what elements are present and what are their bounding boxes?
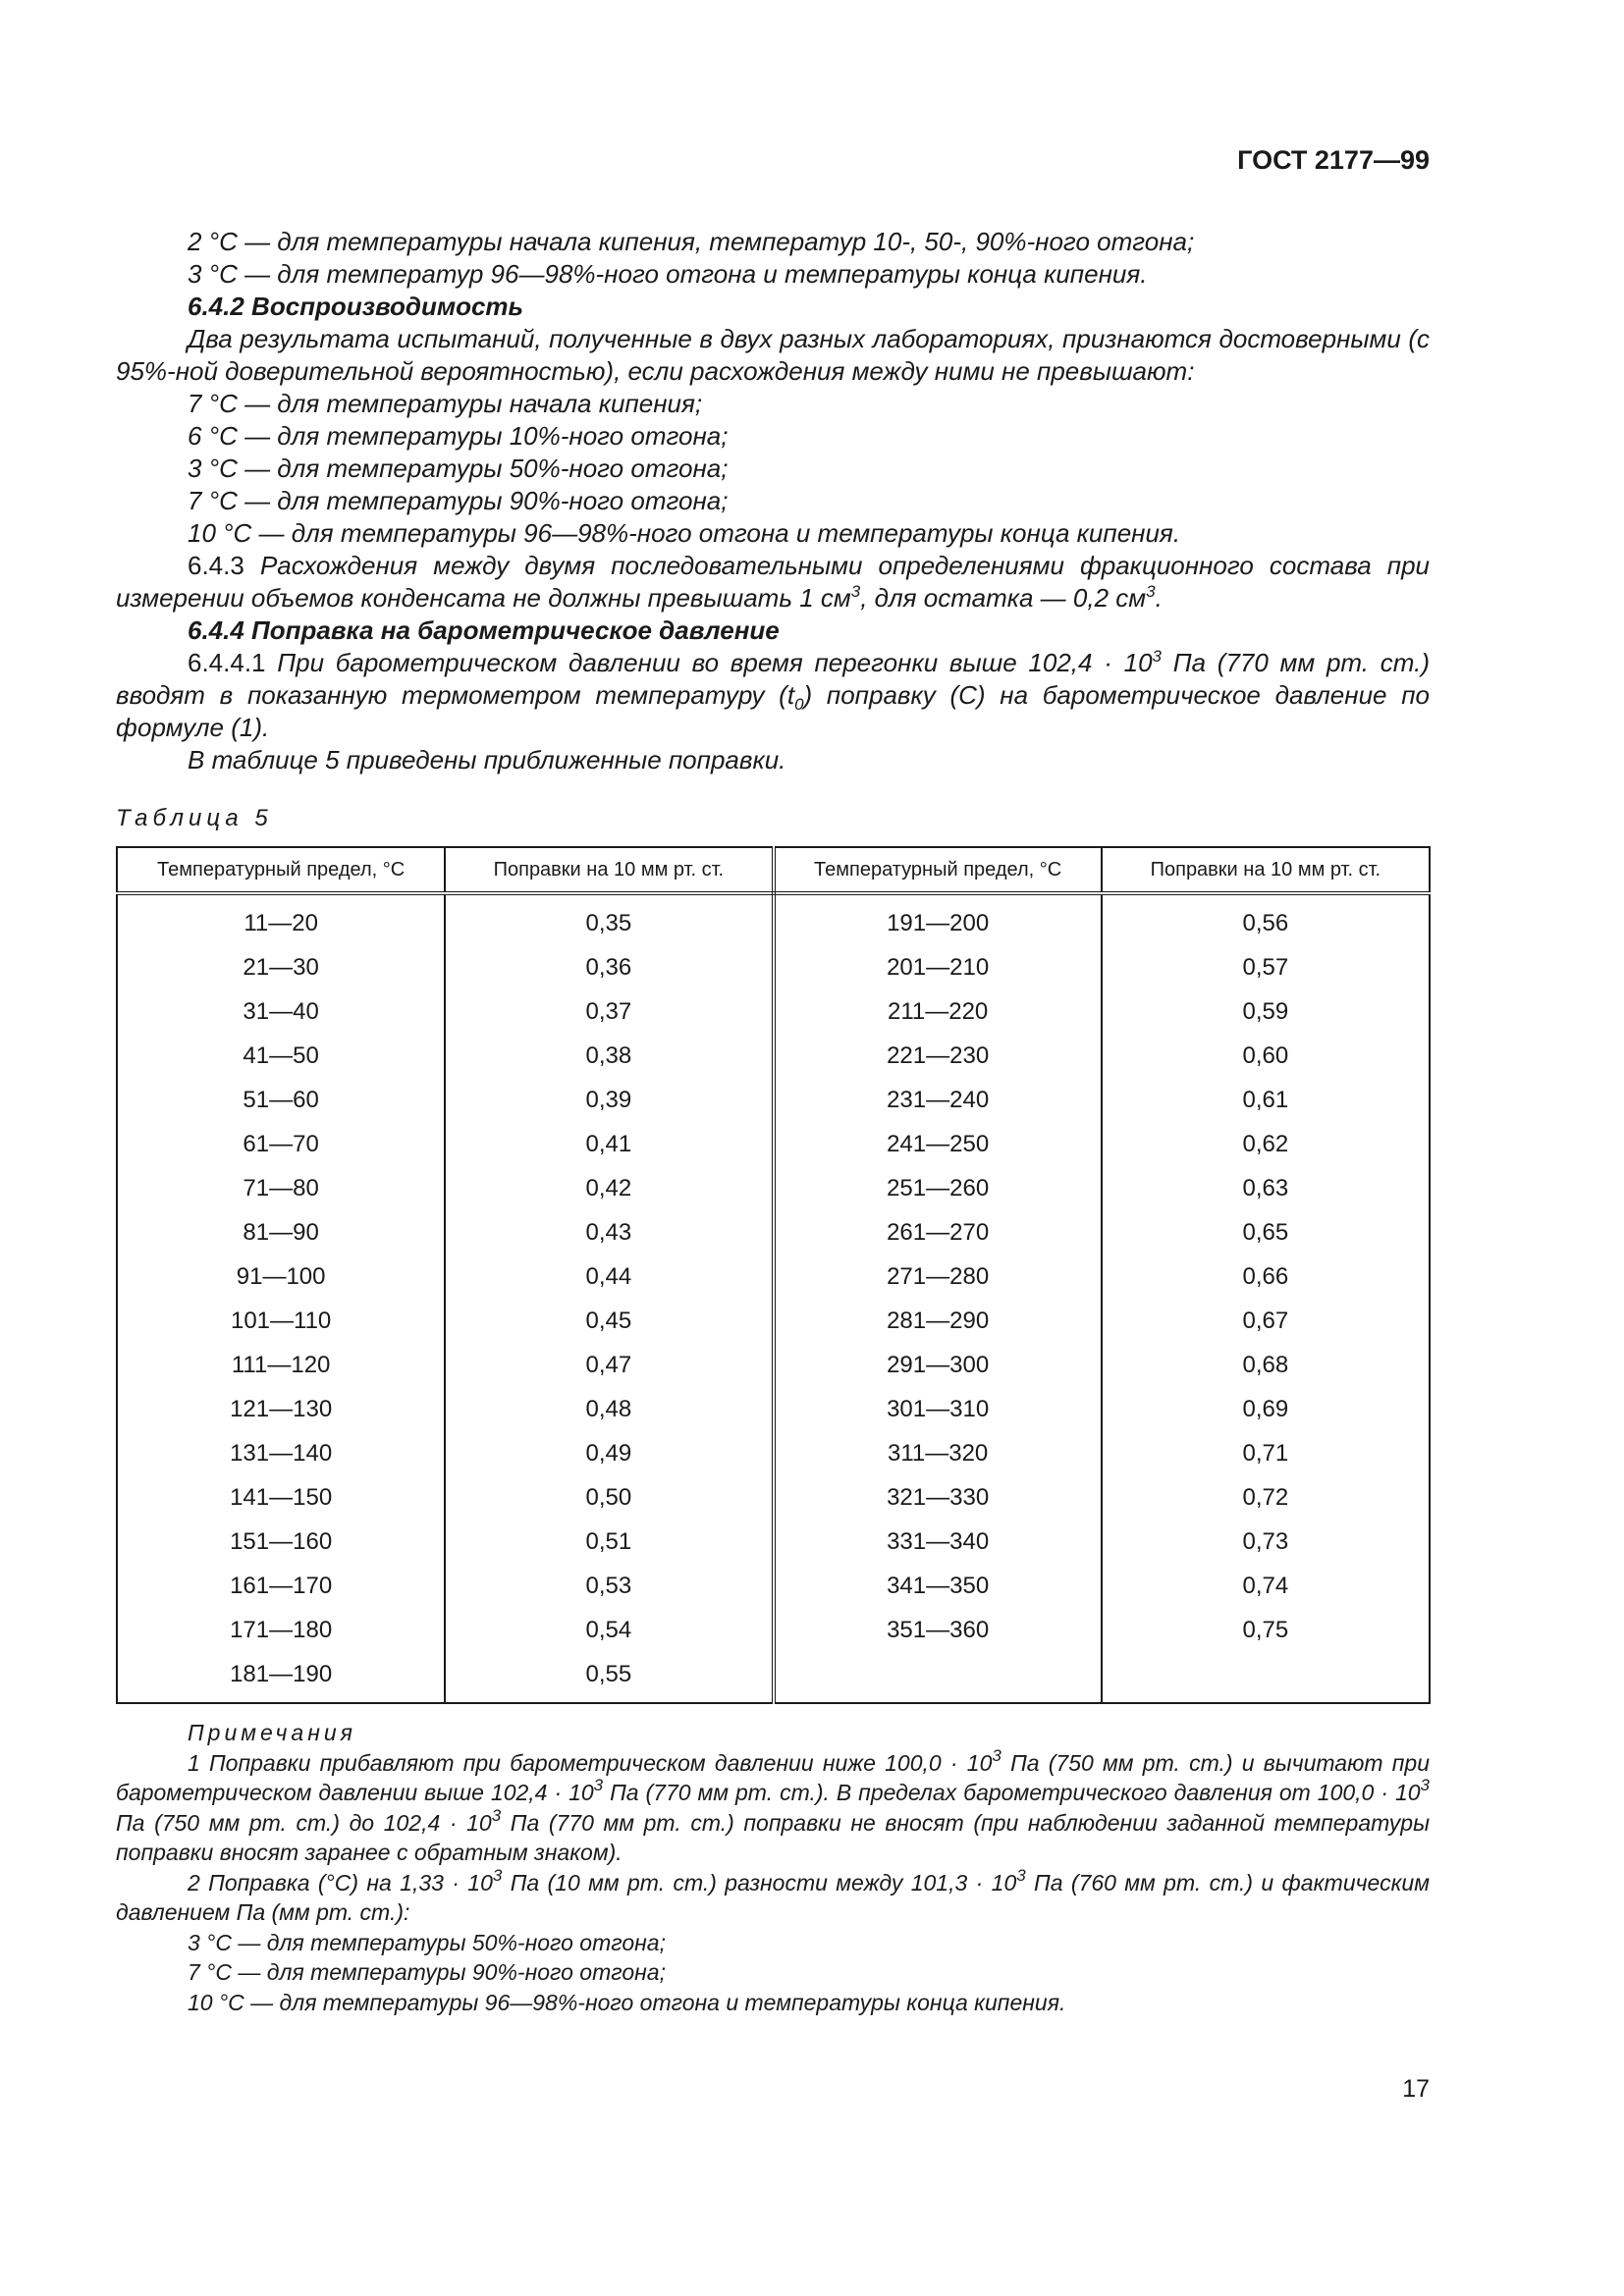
table-row [117,1387,1430,1431]
table-row [117,1475,1430,1520]
table-cell: 0,71 [1102,1431,1430,1475]
clause-number: 6.4.3 [188,551,244,580]
table-row [117,1520,1430,1564]
text-span: Расхождения между двумя последовательными определениями фракционного состава при измерении объемов конденсата не должны превышать 1 см [116,551,1430,613]
note-line: 3 °С — для температуры 50%-ного отгона; [188,1929,666,1955]
note-2 [116,1865,1430,1928]
paragraph: Два результата испытаний, полученные в двух разных лабораториях, признаются достоверными (с 95%-ной доверительной вероятностью), если расхождения между ними не превышают: [116,324,1430,386]
table-cell: 0,63 [1102,1166,1430,1210]
table-cell: 331—340 [774,1520,1102,1564]
table-cell: 0,41 [445,1122,773,1166]
table-cell: 0,54 [445,1608,773,1652]
table-cell: 0,53 [445,1564,773,1608]
table-cell: 91—100 [117,1255,445,1299]
table-cell: 0,68 [1102,1343,1430,1387]
note-line: 10 °С — для температуры 96—98%-ного отгона и температуры конца кипения. [188,1989,1066,2015]
table-row [117,1608,1430,1652]
text-span: 1 Поправки прибавляют при барометрическом давлении ниже 100,0 · 10 [188,1749,993,1776]
table-cell: 151—160 [117,1520,445,1564]
superscript: 3 [850,582,861,601]
table-cell: 281—290 [774,1299,1102,1343]
document-code: ГОСТ 2177—99 [1237,145,1430,175]
table-cell: 0,42 [445,1166,773,1210]
table-cell: 0,61 [1102,1078,1430,1122]
table-cell: 0,47 [445,1343,773,1387]
text-span: ) поправку (С) на барометрическое давление по формуле (1). [116,680,1430,742]
table-cell: 0,62 [1102,1122,1430,1166]
table-cell: 0,73 [1102,1520,1430,1564]
table-cell: 21—30 [117,945,445,989]
table-header-row [117,847,1430,893]
paragraph-6-4-4-1 [116,647,1430,744]
superscript: 3 [491,1805,502,1825]
table-cell: 0,38 [445,1034,773,1078]
table-cell: 0,60 [1102,1034,1430,1078]
table-row [117,1564,1430,1608]
paragraph-6-4-3 [116,550,1430,614]
table-cell: 0,36 [445,945,773,989]
table-cell: 221—230 [774,1034,1102,1078]
table-cell: 311—320 [774,1431,1102,1475]
table-cell: 121—130 [117,1387,445,1431]
table-caption: Таблица 5 [116,805,273,831]
table-cell: 0,59 [1102,989,1430,1034]
table-cell: 0,75 [1102,1608,1430,1652]
table-cell: 0,37 [445,989,773,1034]
table-cell [774,1652,1102,1703]
text-span: . [1155,583,1163,613]
superscript: 3 [593,1776,604,1794]
table-cell: 0,74 [1102,1564,1430,1608]
table-cell: 31—40 [117,989,445,1034]
table-cell: 0,49 [445,1431,773,1475]
paragraph: 7 °С — для температуры начала кипения; [188,389,703,418]
superscript: 3 [1420,1776,1430,1794]
table-cell: 0,57 [1102,945,1430,989]
table-cell: 0,65 [1102,1210,1430,1255]
table-row [117,1255,1430,1299]
table-cell: 0,43 [445,1210,773,1255]
table-cell: 0,66 [1102,1255,1430,1299]
notes-heading: Примечания [188,1720,356,1745]
clause-number: 6.4.4.1 [188,648,266,677]
paragraph: 7 °С — для температуры 90%-ного отгона; [188,486,729,515]
table-body [117,893,1430,1703]
column-header: Поправки на 10 мм рт. ст. [1102,847,1430,893]
table-cell: 0,51 [445,1520,773,1564]
table-cell: 0,56 [1102,893,1430,945]
column-header: Температурный предел, °С [774,847,1102,893]
table-row [117,1034,1430,1078]
table-cell: 0,67 [1102,1299,1430,1343]
text-span: Па (770 мм рт. ст.) поправки не вносят (при наблюдении заданной температуры поправки вносят заранее с обратным знаком). [116,1809,1430,1865]
paragraph: 6 °С — для температуры 10%-ного отгона; [188,421,729,451]
text-span: 2 Поправка (°С) на 1,33 · 10 [188,1869,493,1896]
table-cell: 171—180 [117,1608,445,1652]
table-cell: 301—310 [774,1387,1102,1431]
text-span: , для остатка — 0,2 см [860,583,1147,613]
table-row [117,1166,1430,1210]
section-title-6-4-2: 6.4.2 Воспроизводимость [188,292,523,321]
table-row [117,1343,1430,1387]
corrections-table [116,846,1431,1704]
table-row [117,1210,1430,1255]
superscript: 3 [1016,1865,1026,1885]
table-cell: 271—280 [774,1255,1102,1299]
section-title-6-4-4: 6.4.4 Поправка на барометрическое давление [188,615,780,645]
table-row [117,1122,1430,1166]
page-number: 17 [1402,2075,1430,2103]
table-cell: 181—190 [117,1652,445,1703]
note-line: 7 °С — для температуры 90%-ного отгона; [188,1959,666,1985]
table-cell: 81—90 [117,1210,445,1255]
superscript: 3 [1146,582,1156,601]
paragraph: 3 °С — для температуры 50%-ного отгона; [188,454,729,483]
superscript: 3 [492,1865,503,1885]
table-cell: 0,39 [445,1078,773,1122]
text-span: Па (750 мм рт. ст.) и вычитают при барометрическом давлении выше 102,4 · 10 [116,1749,1431,1805]
table-cell: 341—350 [774,1564,1102,1608]
paragraph: 10 °С — для температуры 96—98%-ного отгона и температуры конца кипения. [188,518,1181,548]
table-cell: 0,45 [445,1299,773,1343]
table-cell: 0,69 [1102,1387,1430,1431]
table-cell [1102,1652,1430,1703]
table-cell: 261—270 [774,1210,1102,1255]
superscript: 3 [992,1745,1001,1765]
table-row [117,1078,1430,1122]
text-span: Па (10 мм рт. ст.) разности между 101,3 · 10 [502,1869,1017,1896]
table-cell: 351—360 [774,1608,1102,1652]
table-row [117,989,1430,1034]
text-span: Па (750 мм рт. ст.) до 102,4 · 10 [116,1809,492,1836]
paragraph: 2 °С — для температуры начала кипения, температур 10-, 50-, 90%-ного отгона; [188,227,1195,256]
table-cell: 0,44 [445,1255,773,1299]
column-header: Поправки на 10 мм рт. ст. [445,847,773,893]
table-cell: 41—50 [117,1034,445,1078]
table-row [117,945,1430,989]
table-cell: 11—20 [117,893,445,945]
table-cell: 111—120 [117,1343,445,1387]
table-cell: 131—140 [117,1431,445,1475]
table-cell: 101—110 [117,1299,445,1343]
text-span: Па (760 мм рт. ст.) и фактическим давлением Па (мм рт. ст.): [116,1869,1430,1925]
table-row [117,1652,1430,1703]
table-cell: 231—240 [774,1078,1102,1122]
paragraph: 3 °С — для температур 96—98%-ного отгона и температуры конца кипения. [188,259,1148,289]
table-cell: 141—150 [117,1475,445,1520]
table-cell: 61—70 [117,1122,445,1166]
table-cell: 71—80 [117,1166,445,1210]
table-cell: 241—250 [774,1122,1102,1166]
table-cell: 161—170 [117,1564,445,1608]
text-span: При барометрическом давлении во время перегонки выше 102,4 · 10 [277,648,1153,677]
table-cell: 0,55 [445,1652,773,1703]
table-cell: 291—300 [774,1343,1102,1387]
subscript: 0 [794,695,804,714]
table-cell: 0,35 [445,893,773,945]
table-cell: 51—60 [117,1078,445,1122]
table-cell: 191—200 [774,893,1102,945]
table-row [117,1431,1430,1475]
body-text [116,226,1430,776]
table-cell: 0,72 [1102,1475,1430,1520]
table-cell: 321—330 [774,1475,1102,1520]
table-cell: 211—220 [774,989,1102,1034]
text-span: Па (770 мм рт. ст.). В пределах барометрического давления от 100,0 · 10 [603,1780,1421,1805]
text-span: Па (770 мм рт. ст.) вводят в показанную термометром температуру (t [116,648,1430,710]
table-cell: 0,50 [445,1475,773,1520]
table-row [117,1299,1430,1343]
table-cell: 0,48 [445,1387,773,1431]
notes [116,1718,1430,2017]
table-cell: 251—260 [774,1166,1102,1210]
paragraph: В таблице 5 приведены приближенные поправки. [188,745,786,774]
table-cell: 201—210 [774,945,1102,989]
note-1 [116,1745,1431,1868]
column-header: Температурный предел, °С [117,847,445,893]
superscript: 3 [1152,647,1162,666]
table-row [117,893,1430,945]
